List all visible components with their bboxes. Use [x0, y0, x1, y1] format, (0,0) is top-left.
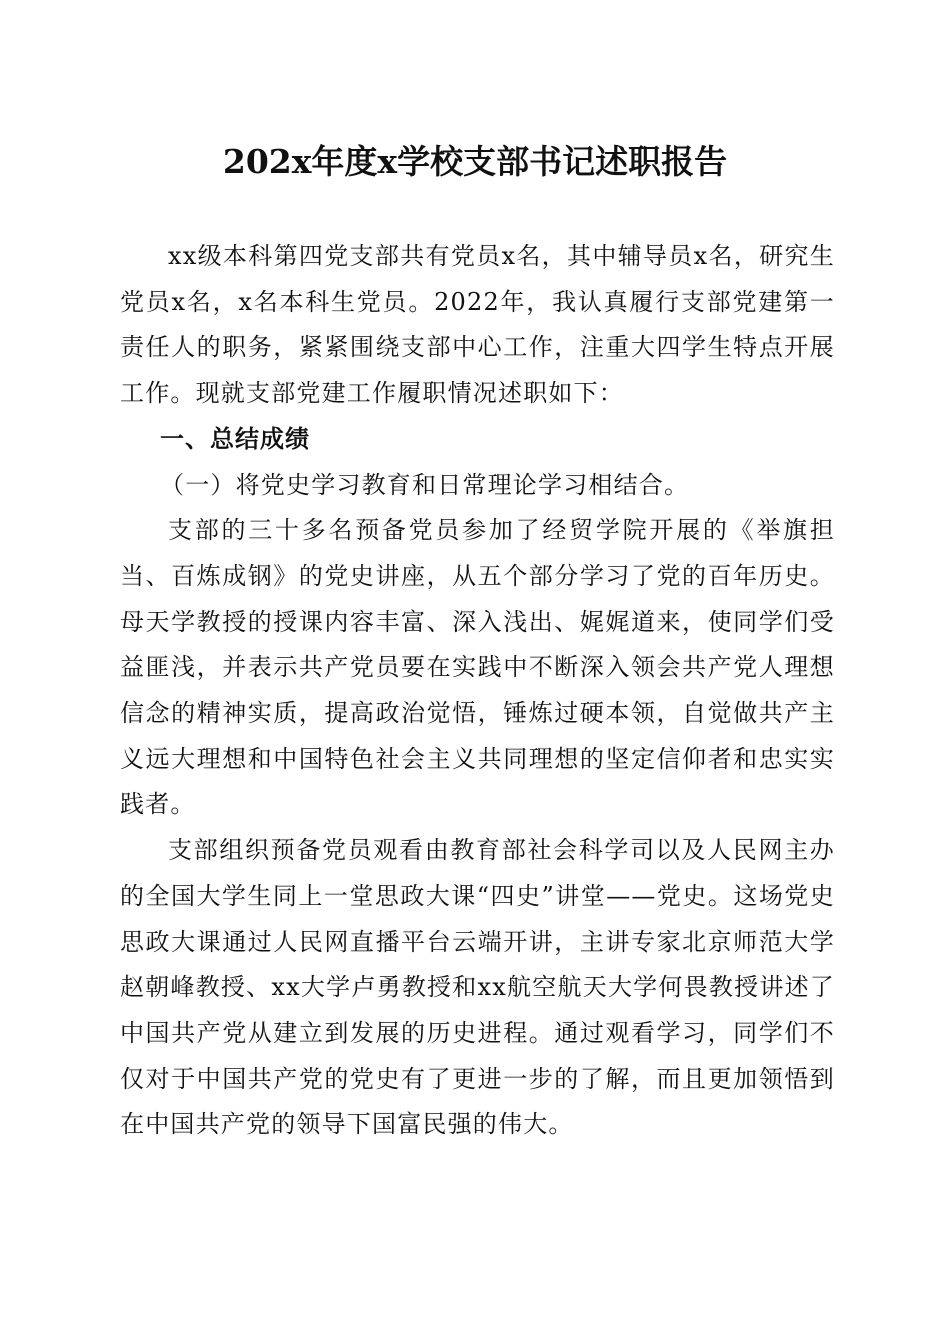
body-paragraph-online-class: 支部组织预备党员观看由教育部社会科学司以及人民网主办的全国大学生同上一堂思政大课“四史”讲堂——党史。这场党史思政大课通过人民网直播平台云端开讲，主讲专家北京师范大学赵朝峰教授、xx大学卢勇教授和xx航空航天大学何畏教授讲述了中国共产党从建立到发展的历史进程。通过观看学习，同学们不仅对于中国共产党的党史有了更进一步的了解，而且更加领悟到在中国共产党的领导下国富民强的伟大。: [120, 836, 835, 1139]
section-heading-summary: 一、总结成绩: [160, 424, 310, 453]
subsection-heading-party-history: （一）将党史学习教育和日常理论学习相结合。: [160, 470, 690, 499]
body-paragraph-lecture: 支部的三十多名预备党员参加了经贸学院开展的《举旗担当、百炼成钢》的党史讲座，从五个部分学习了党的百年历史。母天学教授的授课内容丰富、深入浅出、娓娓道来，使同学们受益匪浅，并表示共产党员要在实践中不断深入领会共产党人理想信念的精神实质，提高政治觉悟，锤炼过硬本领，自觉做共产主义远大理想和中国特色社会主义共同理想的坚定信仰者和忠实实践者。: [120, 516, 835, 819]
document-body: [120, 234, 835, 1148]
intro-paragraph: xx级本科第四党支部共有党员x名，其中辅导员x名，研究生党员x名，x名本科生党员。2022年，我认真履行支部党建第一责任人的职务，紧紧围绕支部中心工作，注重大四学生特点开展工作。现就支部党建工作履职情况述职如下：: [120, 242, 835, 408]
document-title: 202x年度x学校支部书记述职报告: [222, 142, 728, 181]
